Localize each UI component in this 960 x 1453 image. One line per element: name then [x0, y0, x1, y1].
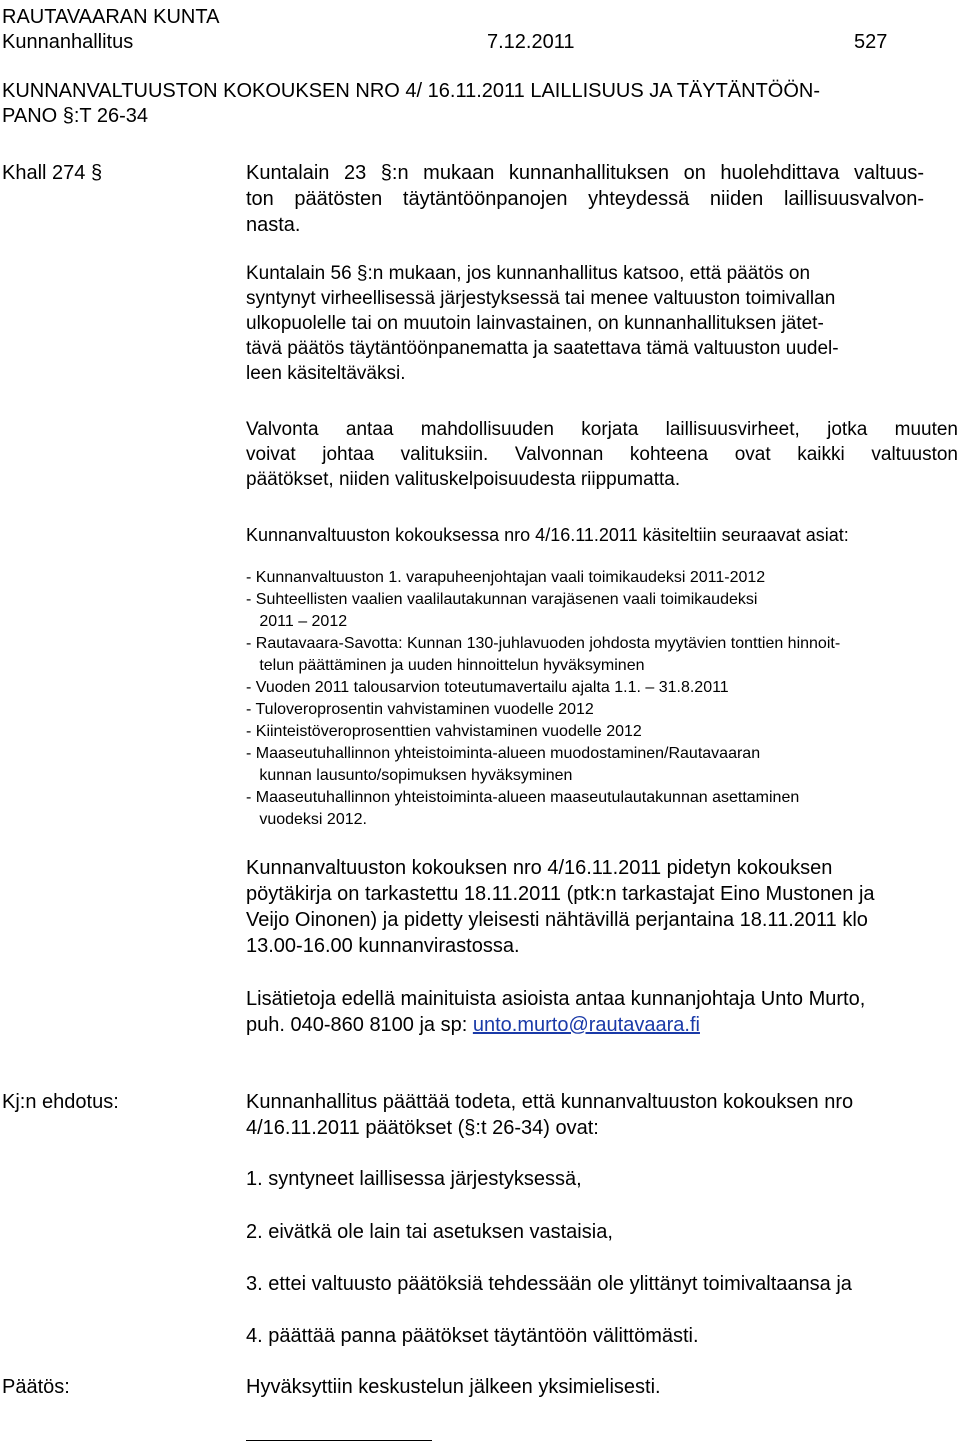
contact-prefix: puh. 040-860 8100 ja sp:	[246, 1014, 473, 1036]
khall-label: Khall 274 §	[2, 162, 103, 184]
list-item: - Vuoden 2011 talousarvion toteutumavertailu ajalta 1.1. – 31.8.2011	[246, 679, 729, 696]
page-number: 527	[854, 31, 888, 53]
paragraph-line: ton päätösten täytäntöönpanojen yhteydessä niiden laillisuusvalvon-	[246, 188, 924, 210]
law-56-paragraph	[246, 261, 944, 386]
list-item: - Maaseutuhallinnon yhteistoiminta-alueen muodostaminen/Rautavaaran	[246, 745, 761, 762]
decision-label: Päätös:	[2, 1376, 70, 1398]
paragraph-line: Valvonta antaa mahdollisuuden korjata laillisuusvirheet, jotka muuten	[246, 419, 958, 440]
paragraph-line: Kuntalain 56 §:n mukaan, jos kunnanhallitus katsoo, että päätös on	[246, 263, 811, 284]
contact-line	[246, 1012, 958, 1038]
body-name: Kunnanhallitus	[2, 31, 134, 53]
list-item: 2011 – 2012	[246, 613, 348, 630]
list-item: - Kiinteistöveroprosenttien vahvistaminen vuodelle 2012	[246, 723, 642, 740]
proposal-item-2: 2. eivätkä ole lain tai asetuksen vastaisia,	[246, 1221, 613, 1243]
proposal-intro	[246, 1089, 958, 1141]
list-item: kunnan lausunto/sopimuksen hyväksyminen	[246, 767, 573, 784]
paragraph-line: tävä päätös täytäntöönpanematta ja saatettava tämä valtuuston uudel-	[246, 338, 839, 359]
decision-text: Hyväksyttiin keskustelun jälkeen yksimielisesti.	[246, 1376, 661, 1398]
proposal-label: Kj:n ehdotus:	[2, 1091, 119, 1113]
email-link[interactable]: unto.murto@rautavaara.fi	[472, 1014, 700, 1036]
list-item: vuodeksi 2012.	[246, 811, 367, 828]
agenda-intro: Kunnanvaltuuston kokouksessa nro 4/16.11.2011 käsiteltiin seuraavat asiat:	[246, 525, 849, 545]
paragraph-line: syntynyt virheellisessä järjestyksessä tai menee valtuuston toimivallan	[246, 288, 836, 309]
paragraph-line: 4/16.11.2011 päätökset (§:t 26-34) ovat:	[246, 1117, 599, 1139]
proposal-item-4: 4. päättää panna päätökset täytäntöön välittömästi.	[246, 1325, 699, 1347]
section-title-line1: KUNNANVALTUUSTON KOKOUKSEN NRO 4/ 16.11.2011 LAILLISUUS JA TÄYTÄNTÖÖN-	[2, 80, 821, 102]
list-item: - Suhteellisten vaalien vaalilautakunnan varajäsenen vaali toimikaudeksi	[246, 591, 758, 608]
proposal-item-1: 1. syntyneet laillisessa järjestyksessä,	[246, 1168, 582, 1190]
org-name: RAUTAVAARAN KUNTA	[2, 6, 220, 28]
minutes-paragraph	[246, 855, 958, 959]
paragraph-line: nasta.	[246, 214, 301, 236]
paragraph-line: Veijo Oinonen) ja pidetty yleisesti nähtävillä perjantaina 18.11.2011 klo	[246, 909, 868, 931]
paragraph-line: voivat johtaa valituksiin. Valvonnan kohteena ovat kaikki valtuuston	[246, 444, 958, 465]
contact-paragraph	[246, 986, 958, 1038]
paragraph-line: pöytäkirja on tarkastettu 18.11.2011 (ptk:n tarkastajat Eino Mustonen ja	[246, 883, 875, 905]
list-item: - Rautavaara-Savotta: Kunnan 130-juhlavuoden johdosta myytävien tonttien hinnoit-	[246, 635, 841, 652]
list-item: - Maaseutuhallinnon yhteistoiminta-alueen maaseutulautakunnan asettaminen	[246, 789, 800, 806]
paragraph-line: Kunnanvaltuuston kokouksen nro 4/16.11.2011 pidetyn kokouksen	[246, 857, 833, 879]
agenda-list	[246, 567, 946, 831]
paragraph-line: 13.00-16.00 kunnanvirastossa.	[246, 935, 520, 957]
paragraph-line: Lisätietoja edellä mainituista asioista antaa kunnanjohtaja Unto Murto,	[246, 988, 866, 1010]
paragraph-line: päätökset, niiden valituskelpoisuudesta riippumatta.	[246, 469, 681, 490]
list-item: - Kunnanvaltuuston 1. varapuheenjohtajan vaali toimikaudeksi 2011-2012	[246, 569, 766, 586]
paragraph-line: Kuntalain 23 §:n mukaan kunnanhallituksen on huolehdittava valtuus-	[246, 162, 924, 184]
paragraph-line: Kunnanhallitus päättää todeta, että kunnanvaltuuston kokouksen nro	[246, 1091, 854, 1113]
list-item: - Tuloveroprosentin vahvistaminen vuodelle 2012	[246, 701, 594, 718]
section-title-line2: PANO §:T 26-34	[2, 105, 148, 127]
paragraph-line: ulkopuolelle tai on muutoin lainvastainen, on kunnanhallituksen jätet-	[246, 313, 824, 334]
proposal-item-3: 3. ettei valtuusto päätöksiä tehdessään ole ylittänyt toimivaltaansa ja	[246, 1273, 852, 1295]
paragraph-line: leen käsiteltäväksi.	[246, 363, 406, 384]
list-item: telun päättäminen ja uuden hinnoittelun hyväksyminen	[246, 657, 645, 674]
signature-line	[246, 1440, 432, 1441]
oversight-paragraph	[246, 417, 958, 492]
meeting-date: 7.12.2011	[487, 31, 575, 53]
intro-paragraph	[246, 160, 924, 238]
